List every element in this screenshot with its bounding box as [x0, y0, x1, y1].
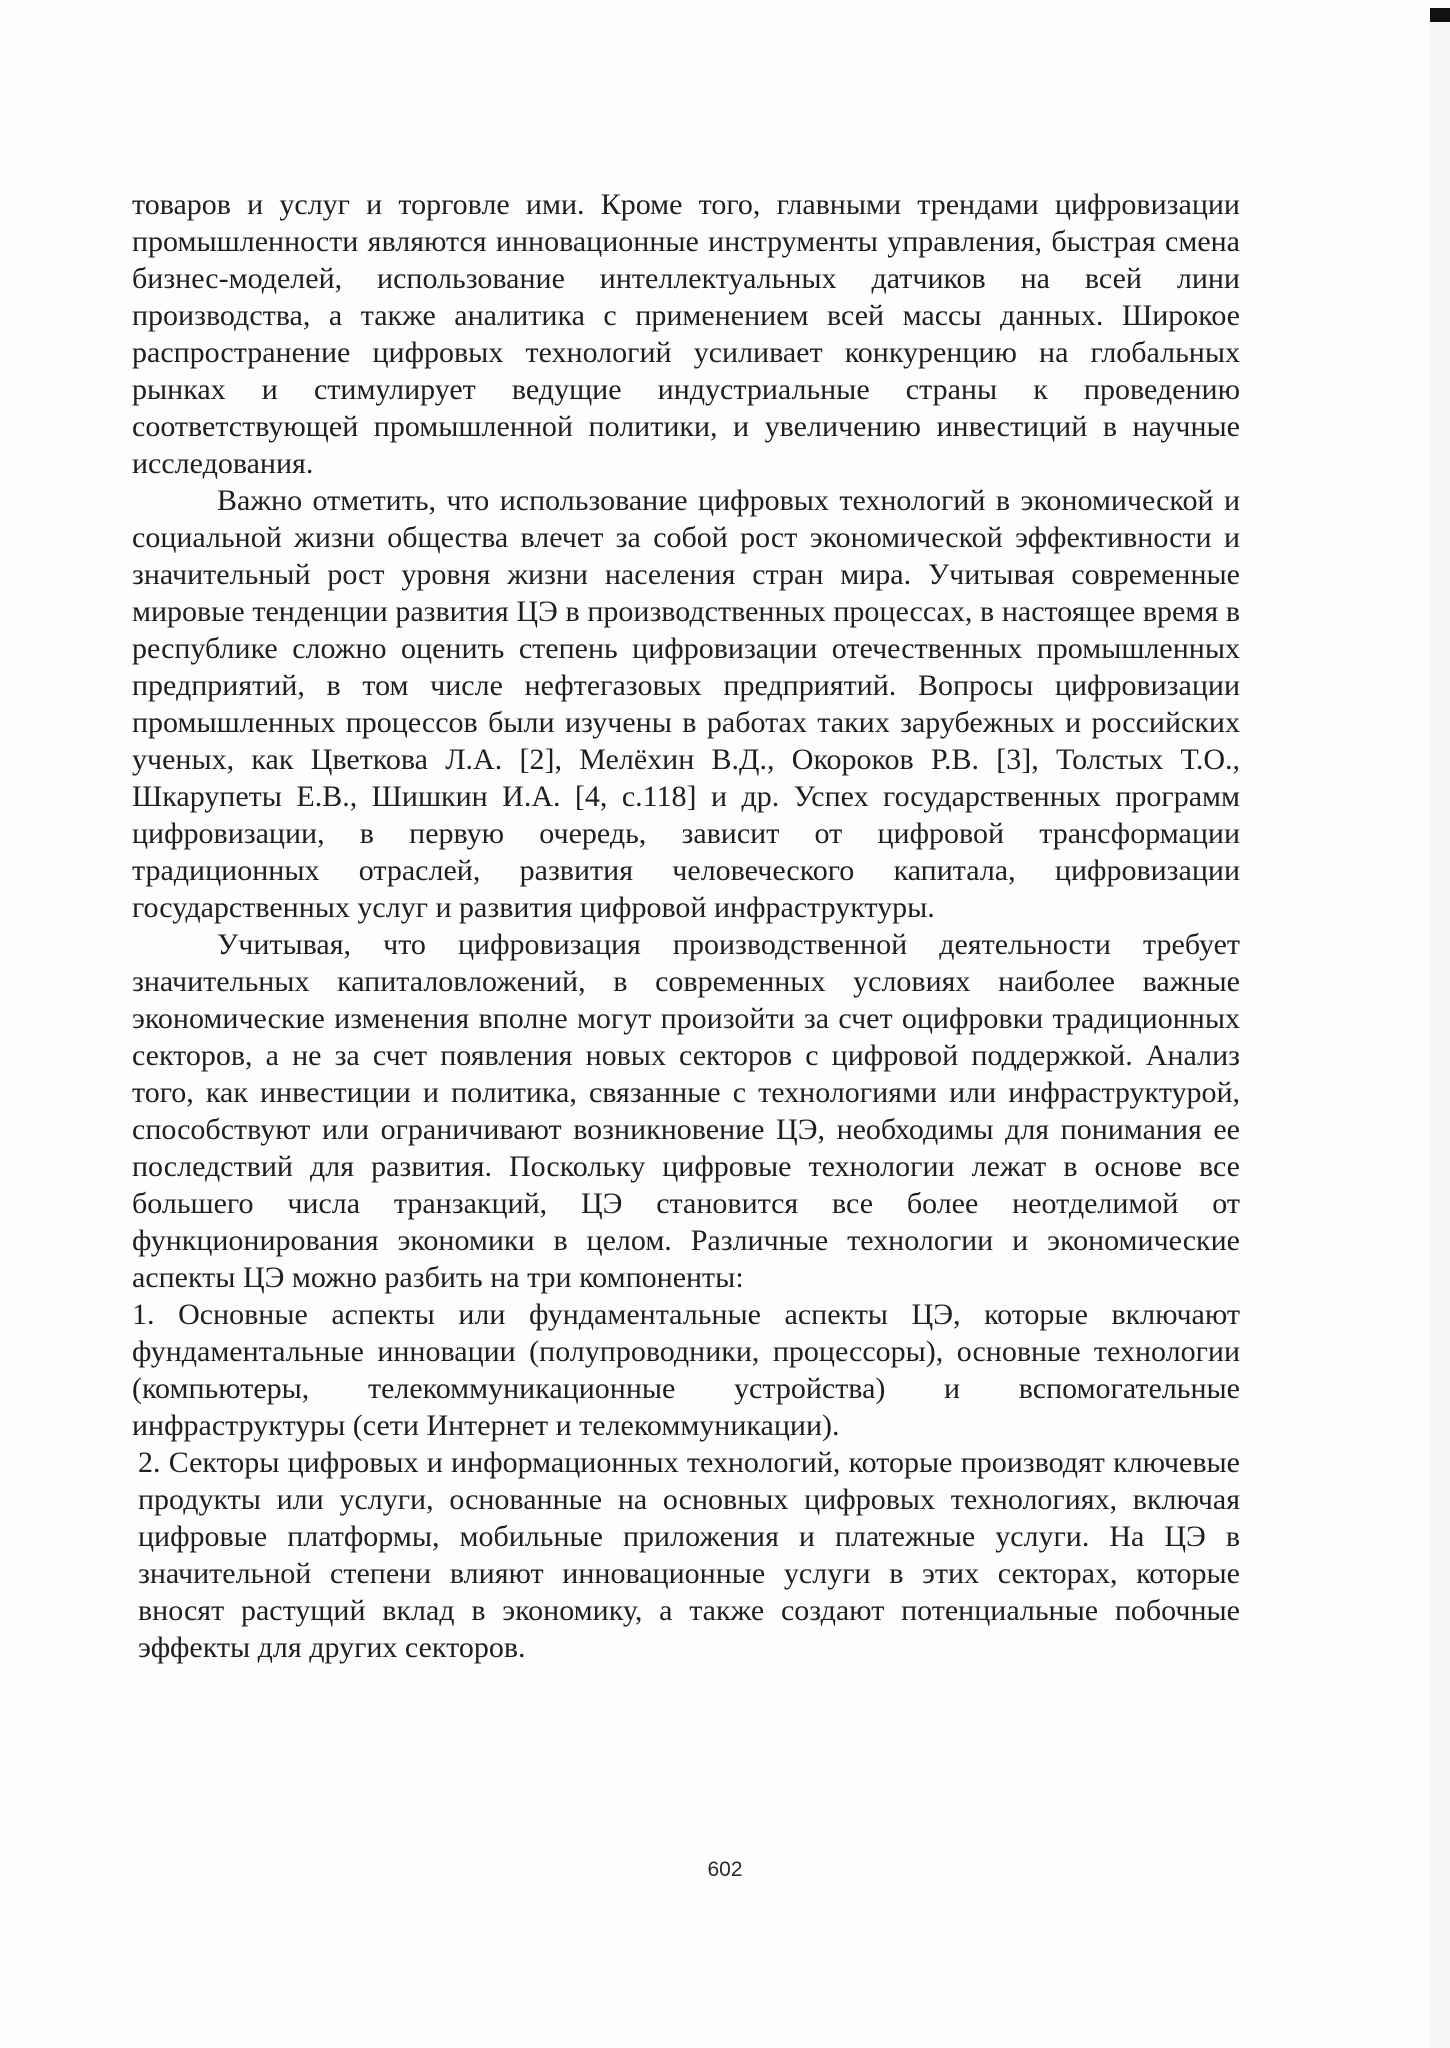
scan-border: [1430, 10, 1450, 2048]
list-item-2: 2. Секторы цифровых и информационных технологий, которые производят ключевые продукты или услуги, основанные на основных цифровых технологиях, включая цифровые платформы, мобильные приложения и платежные услуги. На ЦЭ в значительной степени влияют инновационные услуги в этих секторах, которые вносят растущий вклад в экономику, а также создают потенциальные побочные эффекты для других секторов.: [138, 1446, 1240, 1664]
paragraph-continuation: товаров и услуг и торговле ими. Кроме того, главными трендами цифровизации промышленности являются инновационные инструменты управления, быстрая смена бизнес-моделей, использование интеллектуальных датчиков на всей лини производства, а также аналитика с применением всей массы данных. Широкое распространение цифровых технологий усиливает конкуренцию на глобальных рынках и стимулирует ведущие индустриальные страны к проведению соответствующей промышленной политики, и увеличению инвестиций в научные исследования.: [132, 188, 1240, 480]
page-number: 602: [707, 1858, 743, 1881]
body-text: [132, 186, 1240, 1666]
list-item-1: 1. Основные аспекты или фундаментальные аспекты ЦЭ, которые включают фундаментальные инновации (полупроводники, процессоры), основные технологии (компьютеры, телекоммуникационные устройства) и вспомогательные инфраструктуры (сети Интернет и телекоммуникации).: [132, 1298, 1240, 1442]
scan-marker: [1430, 8, 1450, 22]
paragraph-digital-technologies: Важно отметить, что использование цифровых технологий в экономической и социальной жизни общества влечет за собой рост экономической эффективности и значительный рост уровня жизни населения стран мира. Учитывая современные мировые тенденции развития ЦЭ в производственных процессах, в настоящее время в республике сложно оценить степень цифровизации отечественных промышленных предприятий, в том числе нефтегазовых предприятий. Вопросы цифровизации промышленных процессов были изучены в работах таких зарубежных и российских ученых, как Цветкова Л.А. [2], Мелёхин В.Д., Окороков Р.В. [3], Толстых Т.О., Шкарупеты Е.В., Шишкин И.А. [4, с.118] и др. Успех государственных программ цифровизации, в первую очередь, зависит от цифровой трансформации традиционных отраслей, развития человеческого капитала, цифровизации государственных услуг и развития цифровой инфраструктуры.: [132, 484, 1240, 924]
paragraph-digitalization-investment: Учитывая, что цифровизация производственной деятельности требует значительных капиталовложений, в современных условиях наиболее важные экономические изменения вполне могут произойти за счет оцифровки традиционных секторов, а не за счет появления новых секторов с цифровой поддержкой. Анализ того, как инвестиции и политика, связанные с технологиями или инфраструктурой, способствуют или ограничивают возникновение ЦЭ, необходимы для понимания ее последствий для развития. Поскольку цифровые технологии лежат в основе все большего числа транзакций, ЦЭ становится все более неотделимой от функционирования экономики в целом. Различные технологии и экономические аспекты ЦЭ можно разбить на три компоненты:: [132, 928, 1240, 1294]
